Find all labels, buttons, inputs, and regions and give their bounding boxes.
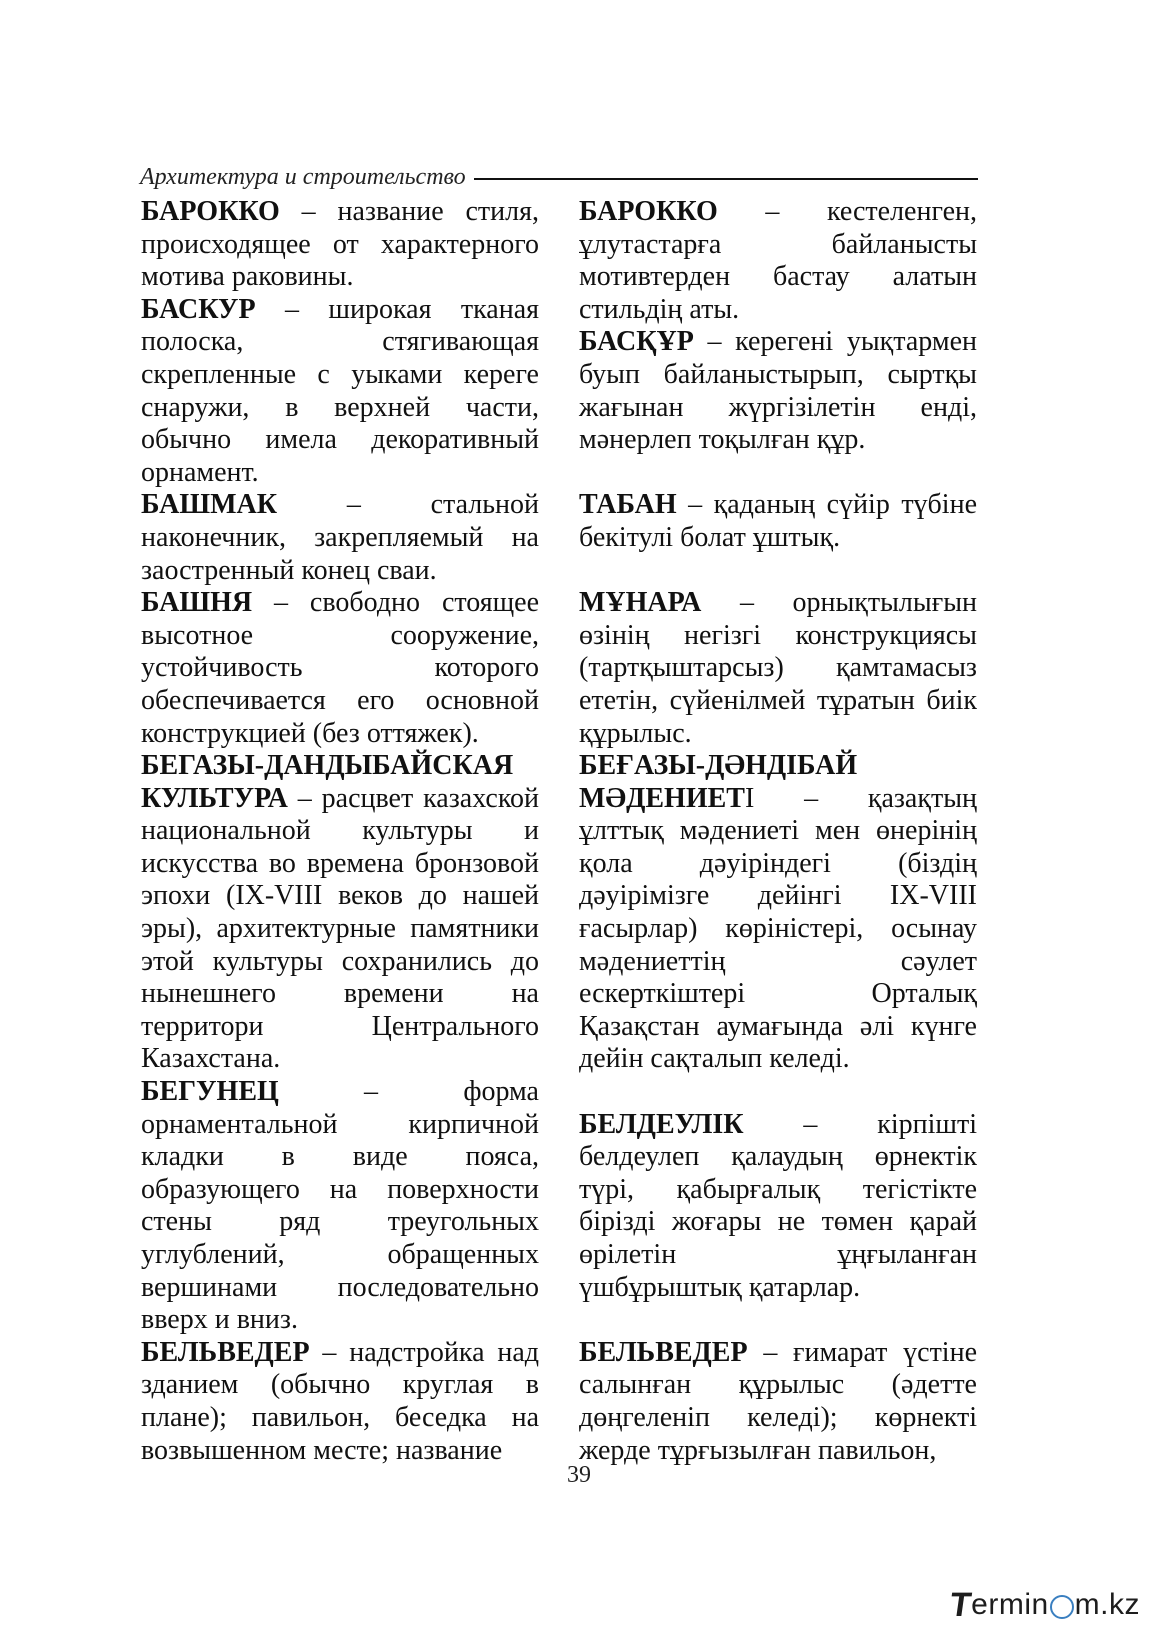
watermark-text-1: ermin (971, 1588, 1049, 1621)
entry-definition: – название стиля, происходящее от характерного мотива раковины. (141, 196, 539, 293)
entry-term: БАРОККО (579, 196, 718, 227)
entry-definition: – расцвет казахской национальной культуры и искусства во времена бронзовой эпохи (IX-VIII веков до нашей эры), архитектурные памятники этой культуры сохранились до нынешнего времени на территори Центрального Казахстана. (141, 782, 539, 1075)
entry-term: БАСҚҰР (579, 326, 694, 358)
entry-definition: – ғимарат үстіне салынған құрылыс (әдетте дөңгеленіп келеді); көрнекті жерде тұрғызылған павильон, (579, 1336, 977, 1466)
termincom-watermark (947, 1585, 1140, 1625)
glossary-entry (141, 489, 539, 587)
entry-term: ТАБАН (579, 489, 677, 521)
spacer (579, 555, 977, 588)
glossary-entry (579, 489, 977, 554)
glossary-entry (141, 1337, 539, 1467)
glossary-entry (141, 587, 539, 750)
spacer (579, 1076, 977, 1109)
entry-definition: – кестеленген, ұлутастарға байланысты мотивтерден бастау алатын стильдің аты. (579, 196, 977, 325)
entry-definition: – широкая тканая полоска, стягивающая скрепленные с уыками кереге снаружи, в верхней части, обычно имела декоративный орнамент. (141, 293, 539, 488)
glossary-entry (579, 587, 977, 750)
entry-definition: – керегені уықтармен буып байланыстырып, сыртқы жағынан жүргізілетін енді, мәнерлеп тоқылған құр. (579, 326, 977, 456)
entry-term: БАСКУР (141, 293, 256, 325)
entry-definition: – орнықтылығын өзінің негізгі конструкциясы (тартқыштарсыз) қамтамасыз ететін, сүйенілмей тұратын биік құрылыс. (579, 587, 977, 749)
glossary-entry (141, 1076, 539, 1337)
glossary-entry (579, 750, 977, 1076)
watermark-t: T (947, 1585, 974, 1624)
entry-definition: – қаданың сүйір түбіне бекітулі болат ұштық. (579, 489, 977, 553)
entry-term: БАШМАК (141, 489, 278, 521)
entry-term: БЕГАЗЫ-ДАНДЫБАЙСКАЯ КУЛЬТУРА (141, 750, 514, 814)
header-rule (474, 178, 978, 180)
page-header (140, 160, 978, 194)
glossary-entry (141, 294, 539, 490)
glossary-entry (141, 196, 539, 294)
kazakh-column (579, 196, 977, 1467)
glossary-entry (579, 1109, 977, 1305)
entry-definition: І – қазақтың ұлттық мәдениеті мен өнерінің қола дәуіріндегі (біздің дәуірімізге дейінгі IX-VIII ғасырлар) көріністері, осынау мәдениеттің сәулет ескерткіштері Орталық Қазақстан аумағында әлі күнге дейін сақталып келеді. (579, 782, 977, 1075)
glossary-entry (579, 326, 977, 456)
page-number: 39 (567, 1462, 591, 1488)
entry-definition: – форма орнаментальной кирпичной кладки в виде пояса, образующего на поверхности стены ряд треугольных углублений, обращенных вершинами последовательно вверх и вниз. (141, 1076, 539, 1336)
circle-o-icon (1050, 1595, 1074, 1619)
entry-term: БАРОККО (141, 196, 280, 227)
glossary-entry (141, 750, 539, 1076)
entry-term: БЕГУНЕЦ (141, 1076, 279, 1108)
glossary-entry (579, 196, 977, 326)
glossary-entry (579, 1337, 977, 1467)
spacer (579, 1304, 977, 1337)
entry-term: БЕЛЬВЕДЕР (141, 1336, 310, 1368)
entry-term: БЕҒАЗЫ-ДӘНДІБАЙ МӘДЕНИЕТ (579, 750, 858, 814)
entry-term: БАШНЯ (141, 587, 253, 619)
entry-term: БЕЛДЕУЛІК (579, 1108, 744, 1140)
entry-definition: – свободно стоящее высотное сооружение, устойчивость которого обеспечивается его основной конструкцией (без оттяжек). (141, 587, 539, 749)
section-title: Архитектура и строительство (140, 163, 466, 190)
entry-term: БЕЛЬВЕДЕР (579, 1336, 748, 1368)
entry-definition: – надстройка над зданием (обычно круглая в плане); павильон, беседка на возвышенном месте; название (141, 1336, 539, 1466)
entry-term: МҰНАРА (579, 587, 702, 619)
watermark-text-2: m.kz (1074, 1588, 1140, 1621)
russian-column (141, 196, 539, 1467)
entry-definition: – стальной наконечник, закрепляемый на заостренный конец сваи. (141, 489, 539, 586)
entry-definition: – кірпішті белдеулеп қалаудың өрнектік түрі, қабырғалық тегістікте бірізді жоғары не төмен қарай өрілетін ұңғыланған үшбұрыштық қатарлар. (579, 1108, 977, 1303)
spacer (579, 457, 977, 490)
